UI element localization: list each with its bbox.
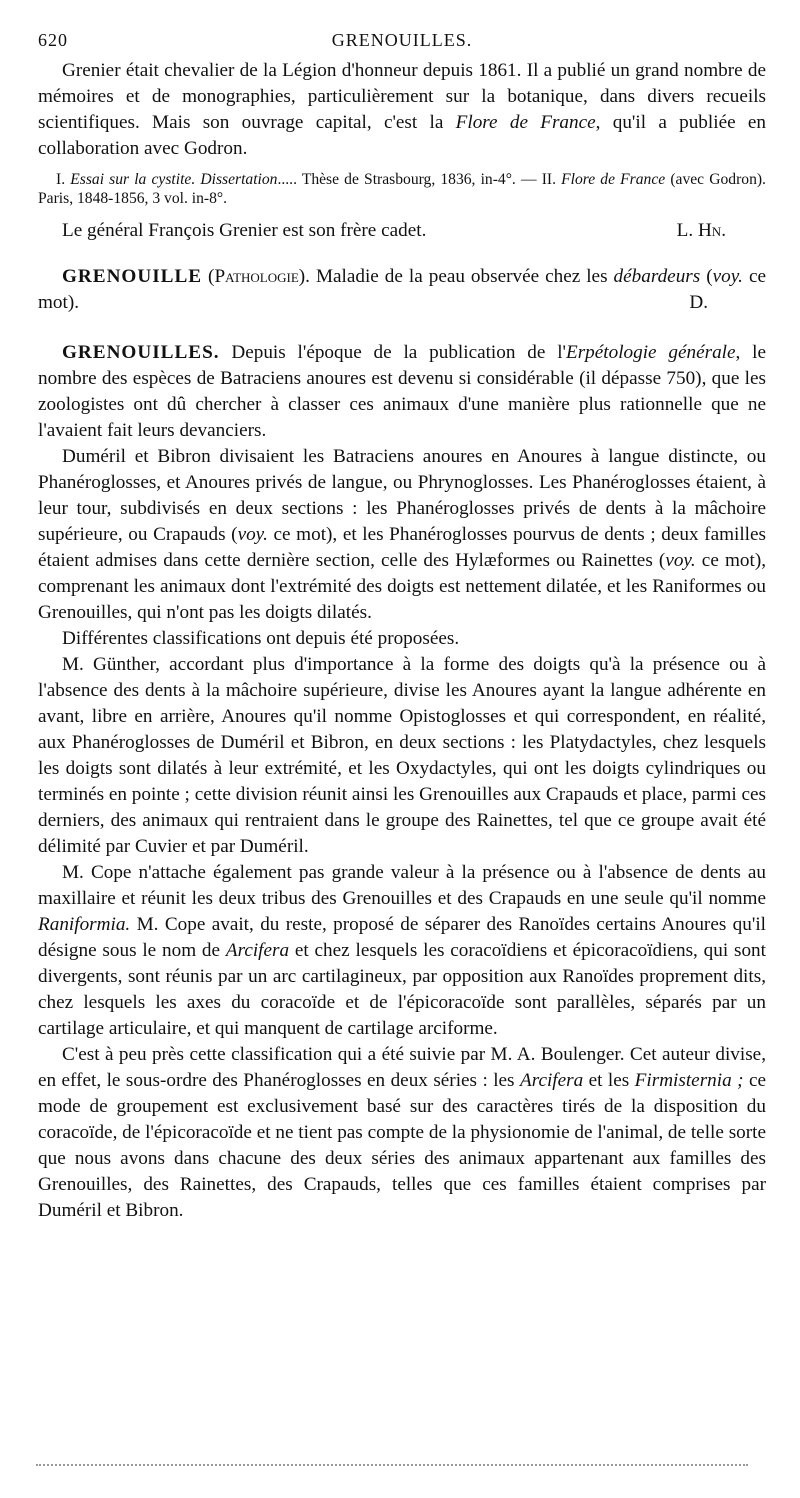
grenouilles-paragraph-6: C'est à peu près cette classification qui a été suivie par M. A. Boulenger. Cet auteur divise, en effet, le sous-ordre des Phanéroglosses en deux séries : les Arcifera et les Firmisternia ; ce mode de groupement est exclusivement basé sur des caractères tirés de la disposition du coracoïde, de l'épicoracoïde et ne tient pas compte de la physionomie de l'animal, de telle sorte que nous avons dans chacune des deux séries des animaux appartenant aux familles des Grenouilles, des Rainettes, des Crapauds, telles que ces familles étaient comprises par Duméril et Bibron. <box>38 1044 766 1221</box>
grenouilles-paragraph-2: Duméril et Bibron divisaient les Batraciens anoures en Anoures à langue distincte, ou Phanéroglosses, et Anoures privés de langue, ou Phrynoglosses. Les Phanéroglosses étaient, à leur tour, subdivisés en deux sections : les Phanéroglosses privés de dents à la mâchoire supérieure, ou Crapauds (voy. ce mot), et les Phanéroglosses pourvus de dents ; deux familles étaient admises dans cette dernière section, celle des Hylæformes ou Rainettes (voy. ce mot), comprenant les animaux dont l'extrémité des doigts est nettement dilatée, et les Raniformes ou Grenouilles, qui n'ont pas les doigts dilatés. <box>38 446 767 623</box>
grenier-paragraph: Grenier était chevalier de la Légion d'honneur depuis 1861. Il a publié un grand nombre de mémoires et de monographies, particulièrement sur la botanique, dans divers recueils scientifiques. Mais son ouvrage capital, c'est la Flore de France, qu'il a publiée en collaboration avec Godron. <box>38 60 766 159</box>
document-page <box>38 30 766 1224</box>
running-title: GRENOUILLES. <box>331 30 473 50</box>
grenier-bibliography: I. Essai sur la cystite. Dissertation..... Thèse de Strasbourg, 1836, in-4°. — II. Flore de France (avec Godron). Paris, 1848-1856, 3 vol. in-8°. <box>38 171 766 207</box>
bottom-divider <box>36 1464 748 1466</box>
grenouilles-paragraph-5: M. Cope n'attache également pas grande valeur à la présence ou à l'absence de dents au maxillaire et réunit les deux tribus des Grenouilles et des Crapauds en une seule qu'il nomme Raniformia. M. Cope avait, du reste, proposé de séparer des Ranoïdes certains Anoures qu'il désigne sous le nom de Arcifera et chez lesquels les coracoïdiens et épicoracoïdiens, qui sont divergents, sont réunis par un arc cartilagineux, par opposition aux Ranoïdes proprement dits, chez lesquels les axes du coracoïde et de l'épicoracoïde sont parallèles, séparés par un cartilage articulaire, et qui manquent de cartilage arciforme. <box>38 862 766 1039</box>
grenouille-paragraph: GRENOUILLE (Pathologie). Maladie de la peau observée chez les débardeurs (voy. ce mot). D. <box>38 264 766 316</box>
grenouilles-paragraph-3: Différentes classifications ont depuis été proposées. <box>62 628 460 649</box>
grenier-entry <box>38 58 766 244</box>
author-signature: D. <box>689 292 708 313</box>
page-header <box>38 30 766 58</box>
grenouilles-entry <box>38 340 766 1224</box>
grenouilles-paragraph-4: M. Günther, accordant plus d'importance à la forme des doigts qu'à la présence ou à l'absence des dents à la mâchoire supérieure, divise les Anoures ayant la langue adhérente en avant, libre en arrière, Anoures qu'il nomme Opistoglosses et qui correspondent, en réalité, aux Phanéroglosses de Duméril et Bibron, en deux sections : les Platydactyles, chez lesquels les doigts sont dilatés à leur extrémité, et les Oxydactyles, qui ont les doigts cylindriques ou terminés en pointe ; cette division réunit ainsi les Grenouilles aux Crapauds et place, parmi ces derniers, des animaux qui rentraient dans le groupe des Rainettes, tel que ce groupe avait été délimité par Cuvier et par Duméril. <box>38 654 766 857</box>
entry-heading: GRENOUILLE <box>62 266 203 287</box>
grenouille-entry <box>38 264 766 316</box>
author-signature: L. Hn. <box>676 220 726 241</box>
grenouilles-paragraph-1: GRENOUILLES. Depuis l'époque de la publication de l'Erpétologie générale, le nombre des espèces de Batraciens anoures est devenu si considérable (il dépasse 750), que les zoologistes ont dû chercher à classer ces animaux d'une manière plus rationnelle que ne l'avaient fait leurs devanciers. <box>38 342 766 441</box>
entry-heading: GRENOUILLES. <box>62 342 220 363</box>
page-number: 620 <box>38 30 68 50</box>
grenier-brother-note: Le général François Grenier est son frère cadet. L. Hn. <box>38 218 766 244</box>
